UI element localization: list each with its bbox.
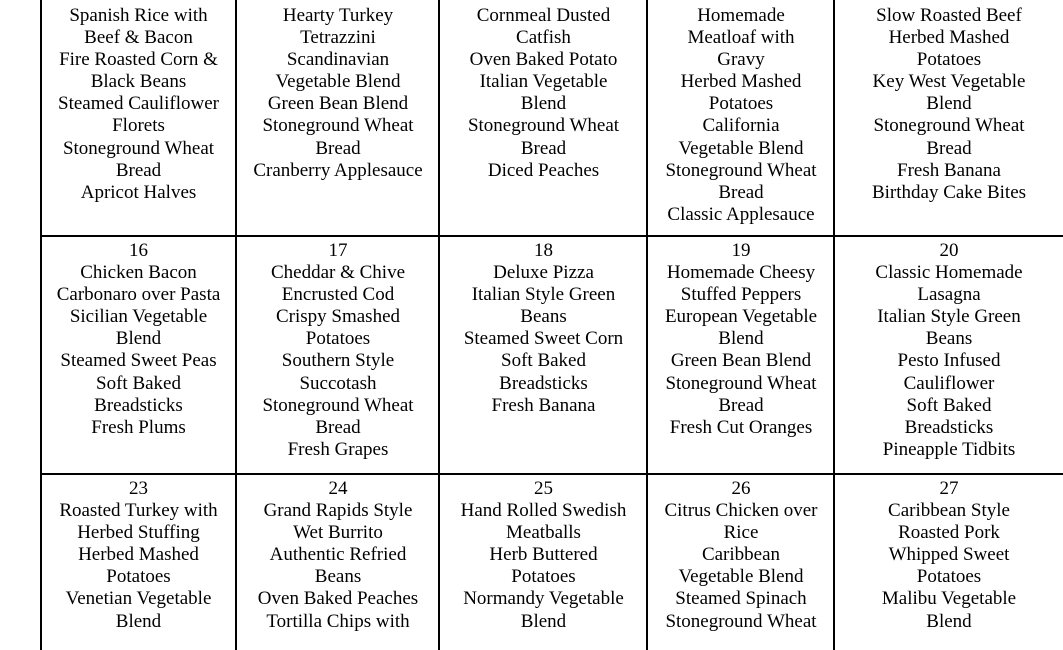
menu-item-line: Whipped Sweet: [888, 544, 1010, 566]
day-number: 24: [328, 478, 348, 499]
menu-item-line: Carbonaro over Pasta: [56, 284, 221, 306]
menu-item-line: Blend: [520, 610, 567, 632]
menu-item-line: Potatoes: [106, 566, 171, 588]
menu-item-line: Black Beans: [90, 71, 187, 93]
menu-item-line: Chicken Bacon: [80, 262, 197, 284]
menu-item-line: Herbed Mashed: [888, 27, 1010, 49]
menu-day-cell: [649, 5, 833, 251]
menu-item-line: Hearty Turkey: [282, 5, 394, 26]
menu-item-line: Soft Baked: [501, 350, 586, 372]
menu-day-cell: [238, 240, 438, 478]
menu-day-cell: [441, 478, 646, 644]
menu-item-line: Stoneground Wheat: [665, 610, 817, 632]
menu-item-line: Crispy Smashed: [275, 306, 401, 328]
menu-item-line: Fire Roasted Corn &: [59, 49, 218, 71]
menu-item-line: Oven Baked Peaches: [257, 588, 419, 610]
menu-item-line: Fresh Banana: [491, 394, 596, 416]
menu-item-line: Normandy Vegetable: [463, 588, 624, 610]
menu-item-line: Bread: [520, 137, 567, 159]
day-number: 16: [129, 240, 148, 261]
menu-item-line: Oven Baked Potato: [469, 49, 618, 71]
menu-item-line: Potatoes: [511, 566, 576, 588]
menu-day-cell: [649, 478, 833, 644]
menu-item-line: Breadsticks: [904, 416, 994, 438]
menu-item-line: Deluxe Pizza: [493, 262, 594, 284]
menu-item-line: California: [702, 115, 780, 137]
menu-item-line: Fresh Grapes: [287, 438, 389, 460]
menu-item-line: Southern Style: [281, 350, 395, 372]
menu-item-line: Stoneground Wheat: [665, 372, 817, 394]
menu-item-line: Cranberry Applesauce: [253, 159, 423, 181]
menu-item-line: Bread: [926, 137, 972, 159]
menu-item-line: Homemade: [697, 5, 785, 26]
menu-day-cell: [42, 240, 235, 478]
menu-item-line: Beans: [520, 306, 567, 328]
menu-item-line: Steamed Sweet Corn: [463, 328, 624, 350]
menu-day-cell: [836, 478, 1062, 644]
menu-item-line: Malibu Vegetable: [881, 588, 1017, 610]
menu-item-line: Potatoes: [708, 93, 774, 115]
menu-day-cell: [42, 478, 235, 644]
menu-day-cell: [441, 240, 646, 478]
menu-item-line: European Vegetable: [664, 306, 818, 328]
menu-day-cell: [238, 478, 438, 644]
menu-item-line: Green Bean Blend: [267, 93, 409, 115]
menu-item-line: Bread: [315, 137, 361, 159]
menu-item-line: Cheddar & Chive: [270, 262, 406, 284]
menu-item-line: Breadsticks: [94, 394, 183, 416]
menu-item-line: Potatoes: [916, 49, 982, 71]
menu-item-line: Lasagna: [917, 284, 981, 306]
menu-item-line: Green Bean Blend: [670, 350, 812, 372]
menu-item-line: Blend: [520, 93, 567, 115]
menu-item-line: Bread: [315, 416, 361, 438]
menu-item-line: Beef & Bacon: [84, 27, 193, 49]
menu-item-line: Rice: [723, 522, 759, 544]
day-number: 19: [731, 240, 751, 261]
menu-item-line: Classic Applesauce: [667, 203, 815, 225]
menu-item-line: Wet Burrito: [293, 522, 383, 544]
menu-item-line: Pesto Infused: [897, 350, 1001, 372]
menu-item-line: Stoneground Wheat: [62, 137, 215, 159]
day-number: 27: [939, 478, 959, 499]
menu-day-cell: [441, 5, 646, 251]
menu-item-line: Venetian Vegetable: [65, 588, 212, 610]
menu-item-line: Fresh Plums: [91, 416, 186, 438]
menu-item-line: Diced Peaches: [487, 159, 600, 181]
menu-item-line: Grand Rapids Style: [263, 500, 413, 522]
menu-day-cell: [836, 240, 1062, 478]
menu-day-cell: [238, 5, 438, 251]
day-number: 20: [939, 240, 959, 261]
menu-item-line: Soft Baked: [96, 372, 181, 394]
menu-item-line: Stoneground Wheat: [873, 115, 1025, 137]
menu-item-line: Blend: [926, 610, 972, 632]
menu-item-line: Potatoes: [305, 328, 371, 350]
menu-item-line: Bread: [115, 159, 162, 181]
menu-item-line: Birthday Cake Bites: [871, 181, 1027, 203]
menu-item-line: Cornmeal Dusted: [476, 5, 611, 26]
menu-item-line: Steamed Cauliflower: [58, 93, 219, 115]
menu-item-line: Herb Buttered: [489, 544, 598, 566]
menu-item-line: Roasted Turkey with: [59, 500, 218, 522]
menu-item-line: Blend: [718, 328, 764, 350]
menu-item-line: Fresh Cut Oranges: [669, 416, 813, 438]
menu-item-line: Gravy: [717, 49, 765, 71]
menu-item-line: Stoneground Wheat: [262, 394, 414, 416]
menu-item-line: Stoneground Wheat: [665, 159, 817, 181]
menu-item-line: Stoneground Wheat: [262, 115, 414, 137]
menu-item-line: Breadsticks: [499, 372, 588, 394]
menu-day-cell: [836, 5, 1062, 251]
menu-item-line: Pineapple Tidbits: [882, 438, 1016, 460]
menu-item-line: Homemade Cheesy: [666, 262, 816, 284]
menu-item-line: Beans: [925, 328, 973, 350]
menu-item-line: Herbed Mashed: [78, 544, 199, 566]
menu-item-line: Herbed Stuffing: [77, 522, 200, 544]
menu-day-cell: [42, 5, 235, 251]
menu-item-line: Stuffed Peppers: [680, 284, 802, 306]
menu-item-line: Potatoes: [916, 566, 982, 588]
menu-item-line: Slow Roasted Beef: [876, 5, 1022, 26]
menu-item-line: Authentic Refried: [269, 544, 407, 566]
menu-item-line: Sicilian Vegetable: [69, 306, 208, 328]
day-number: 18: [534, 240, 553, 261]
menu-item-line: Blend: [115, 328, 162, 350]
menu-item-line: Blend: [926, 93, 972, 115]
menu-item-line: Meatloaf with: [687, 27, 795, 49]
menu-item-line: Classic Homemade: [875, 262, 1023, 284]
menu-item-line: Beans: [314, 566, 362, 588]
menu-item-line: Florets: [112, 115, 165, 137]
grid-vertical-line: [646, 0, 648, 650]
menu-day-cell: [649, 240, 833, 478]
menu-item-line: Vegetable Blend: [678, 137, 804, 159]
menu-item-line: Stoneground Wheat: [467, 115, 620, 137]
menu-item-line: Soft Baked: [906, 394, 992, 416]
menu-item-line: Succotash: [299, 372, 377, 394]
menu-item-line: Blend: [115, 610, 162, 632]
day-number: 26: [731, 478, 751, 499]
menu-item-line: Vegetable Blend: [275, 71, 401, 93]
menu-item-line: Italian Style Green: [471, 284, 616, 306]
menu-item-line: Steamed Spinach: [675, 588, 807, 610]
menu-item-line: Cauliflower: [903, 372, 995, 394]
grid-vertical-line: [235, 0, 237, 650]
grid-vertical-line: [438, 0, 440, 650]
menu-item-line: Herbed Mashed: [680, 71, 802, 93]
menu-item-line: Apricot Halves: [80, 181, 197, 203]
menu-item-line: Caribbean: [701, 544, 781, 566]
menu-item-line: Italian Vegetable: [479, 71, 608, 93]
menu-item-line: Caribbean Style: [888, 500, 1010, 522]
menu-item-line: Vegetable Blend: [678, 566, 804, 588]
day-number: 23: [129, 478, 148, 499]
menu-item-line: Spanish Rice with: [69, 5, 208, 26]
day-number: 17: [328, 240, 348, 261]
menu-item-line: Italian Style Green: [877, 306, 1021, 328]
menu-item-line: Meatballs: [506, 522, 581, 544]
menu-item-line: Citrus Chicken over: [664, 500, 818, 522]
grid-vertical-line: [833, 0, 835, 650]
menu-item-line: Key West Vegetable: [872, 71, 1026, 93]
menu-item-line: Bread: [718, 181, 764, 203]
menu-item-line: Roasted Pork: [898, 522, 1000, 544]
menu-item-line: Hand Rolled Swedish: [460, 500, 627, 522]
menu-item-line: Catfish: [516, 27, 571, 49]
menu-item-line: Bread: [718, 394, 764, 416]
menu-item-line: Encrusted Cod: [281, 284, 395, 306]
menu-item-line: Tortilla Chips with: [266, 610, 410, 632]
menu-calendar-grid: [40, 0, 1063, 650]
menu-item-line: Steamed Sweet Peas: [60, 350, 217, 372]
menu-item-line: Scandinavian: [286, 49, 390, 71]
menu-item-line: Fresh Banana: [897, 159, 1001, 181]
menu-item-line: Tetrazzini: [300, 27, 376, 49]
day-number: 25: [534, 478, 553, 499]
